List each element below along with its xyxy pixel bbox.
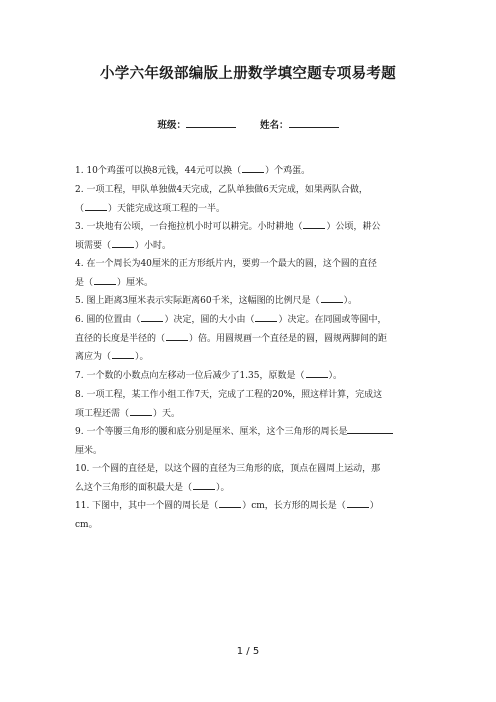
answer-blank[interactable] (347, 423, 393, 434)
question-7: 7. 一个数的小数点向左移动一位后减少了1.35，原数是（ ）。 (75, 367, 430, 386)
page-title: 小学六年级部编版上册数学填空题专项易考题 (100, 66, 396, 82)
answer-blank[interactable] (255, 311, 277, 322)
answer-blank[interactable] (85, 200, 107, 211)
answer-blank[interactable] (303, 218, 325, 229)
answer-blank[interactable] (166, 330, 188, 341)
question-8: 8. 一项工程，某工作小组工作7天，完成了工程的20%，照这样计算，完成这 项工程还需（ ）天。 (75, 390, 383, 419)
question-5: 5. 图上距离3厘米表示实际距离60千米，这幅图的比例尺是（ ）。 (75, 292, 430, 311)
answer-blank[interactable] (141, 311, 163, 322)
question-6: 6. 圆的位置由（ ）决定，圆的大小由（ ）决定。在同圆或等圆中， 直径的长度是半径的（ ）倍。用圆规画一个直径是的圆，圆规两脚间的距 离应为（ ）。 (75, 311, 430, 367)
class-label: 班级： (157, 120, 186, 131)
class-name-line (0, 117, 496, 131)
page-number: 1 / 5 (236, 646, 260, 657)
answer-blank[interactable] (94, 274, 116, 285)
question-11: 11. 下图中，其中一个圆的周长是（ ）cm，长方形的周长是（ ） cm。 (75, 497, 430, 534)
answer-blank[interactable] (347, 497, 369, 508)
question-9: 9. 一个等腰三角形的腰和底分别是厘米、厘米，这个三角形的周长是 厘米。 (75, 423, 430, 460)
answer-blank[interactable] (112, 237, 134, 248)
answer-blank[interactable] (130, 405, 152, 416)
question-2: 2. 一项工程，甲队单独做4天完成，乙队单独做6天完成，如果两队合做， （ ）天能完成这项工程的一半。 (75, 185, 368, 214)
question-10: 10. 一个圆的直径是，以这个圆的直径为三角形的底，顶点在圆周上运动，那 么这个三角形的面积最大是（ ）。 (75, 464, 381, 493)
answer-blank[interactable] (306, 367, 328, 378)
answer-blank[interactable] (219, 497, 241, 508)
name-blank[interactable] (289, 118, 339, 128)
class-blank[interactable] (186, 118, 236, 128)
question-4: 4. 在一个周长为40厘米的正方形纸片内，要剪一个最大的圆，这个圆的直径 是（ ）厘米。 (75, 259, 377, 288)
answer-blank[interactable] (321, 292, 343, 303)
answer-blank[interactable] (112, 348, 134, 359)
answer-blank[interactable] (193, 479, 215, 490)
question-3: 3. 一块地有公顷，一台拖拉机小时可以耕完。小时耕地（ ）公顷，耕公 顷需要（ ）小时。 (75, 218, 430, 255)
answer-blank[interactable] (242, 162, 264, 173)
name-label: 姓名： (260, 120, 289, 131)
question-1: 1. 10个鸡蛋可以换8元钱，44元可以换（ ）个鸡蛋。 (75, 162, 430, 181)
